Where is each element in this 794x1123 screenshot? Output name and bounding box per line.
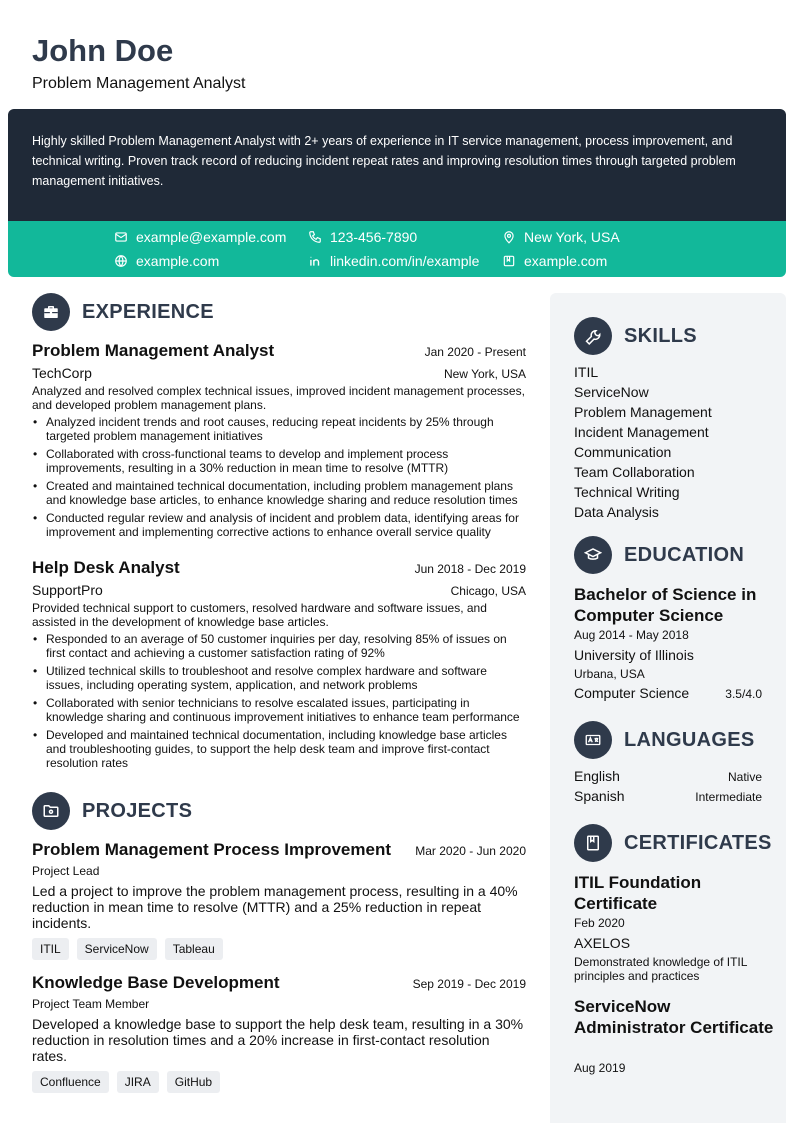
skills-heading [574, 317, 697, 355]
language-level: Intermediate [695, 790, 762, 804]
tag: GitHub [167, 1071, 220, 1093]
project-tags [32, 1071, 526, 1093]
skill-item: Team Collaboration [574, 464, 695, 480]
skill-item: ServiceNow [574, 384, 649, 400]
education-gpa: 3.5/4.0 [725, 687, 762, 701]
candidate-title: Problem Management Analyst [32, 75, 246, 92]
project-title: Knowledge Base Development [32, 973, 280, 992]
contact-phone-text: 123-456-7890 [330, 229, 418, 245]
language-row [574, 768, 762, 784]
graduation-cap-icon [574, 536, 612, 574]
education-field: Computer Science [574, 685, 690, 701]
linkedin-icon [308, 254, 322, 268]
languages-heading [574, 721, 754, 759]
contact-bar [8, 221, 786, 277]
job-bullet: • Utilized technical skills to troubleshoot and resolve complex hardware and software issues, including operating system, application, and network problems [32, 664, 526, 692]
contact-location-text: New York, USA [524, 229, 620, 245]
tag: Confluence [32, 1071, 109, 1093]
project-description: Led a project to improve the problem management process, resulting in a 40% reduction in mean time to resolve (MTTR) and a 25% reduction in repeat incidents. [32, 883, 518, 931]
contact-location [502, 227, 620, 247]
language-name: Spanish [574, 788, 625, 804]
job-date: Jan 2020 - Present [424, 345, 526, 359]
translate-icon [574, 721, 612, 759]
projects-title: PROJECTS [82, 799, 193, 822]
project-entry [32, 840, 526, 960]
certificates-title: CERTIFICATES [624, 831, 772, 854]
experience-title: EXPERIENCE [82, 300, 214, 323]
education-location: Urbana, USA [574, 667, 645, 681]
contact-portfolio-text: example.com [524, 253, 608, 269]
job-entry [32, 558, 526, 774]
certificate-date: Aug 2019 [574, 1061, 626, 1075]
resume-header [32, 34, 245, 93]
skill-item: Communication [574, 444, 672, 460]
project-date: Sep 2019 - Dec 2019 [412, 977, 526, 991]
job-bullets [32, 415, 526, 539]
project-date: Mar 2020 - Jun 2020 [415, 844, 526, 858]
tag: ITIL [32, 938, 69, 960]
contact-email-text: example@example.com [136, 229, 287, 245]
skill-item: Data Analysis [574, 504, 659, 520]
education-school: University of Illinois [574, 647, 694, 663]
language-level: Native [727, 770, 762, 784]
job-bullet: • Created and maintained technical documentation, including problem management plans and knowledge base articles, to enhance knowledge sharing and reduce resolution times [32, 479, 526, 507]
phone-icon [308, 230, 322, 244]
folder-icon [32, 792, 70, 830]
briefcase-icon [32, 293, 70, 331]
skill-item: ITIL [574, 364, 599, 380]
job-bullet: • Collaborated with senior technicians to resolve escalated issues, participating in knowledge sharing and continuous improvement initiatives to enhance team performance [32, 696, 526, 724]
job-description: Analyzed and resolved complex technical issues, improved incident management processes, and developed problem management plans. [32, 384, 525, 412]
project-entry [32, 973, 526, 1093]
contact-portfolio[interactable] [502, 251, 607, 271]
job-location: Chicago, USA [450, 584, 526, 598]
certificate-icon [574, 824, 612, 862]
job-company: SupportPro [32, 582, 103, 598]
job-entry [32, 341, 526, 543]
candidate-name: John Doe [32, 33, 174, 68]
contact-phone[interactable] [308, 227, 417, 247]
skill-item: Problem Management [574, 404, 712, 420]
education-title: EDUCATION [624, 543, 745, 566]
project-role: Project Team Member [32, 997, 150, 1011]
language-row [574, 788, 762, 804]
skill-item: Incident Management [574, 424, 709, 440]
skill-item: Technical Writing [574, 484, 680, 500]
job-location: New York, USA [443, 367, 526, 381]
contact-linkedin[interactable] [308, 251, 479, 271]
summary-block: Highly skilled Problem Management Analyst with 2+ years of experience in IT service management, process improvement, and technical writing. Proven track record of reducing incident repeat rates and improving resolution times through targeted problem management initiatives. [8, 109, 786, 221]
job-bullet: • Developed and maintained technical documentation, including knowledge base articles and troubleshooting guides, to support the help desk team and improve first-contact resolution rates [32, 728, 526, 770]
certificate-name: ServiceNow Administrator Certificate [574, 997, 774, 1037]
tag: ServiceNow [77, 938, 157, 960]
project-role: Project Lead [32, 864, 100, 878]
contact-website-text: example.com [136, 253, 220, 269]
portfolio-icon [502, 254, 516, 268]
certificate-date: Feb 2020 [574, 916, 625, 930]
certificate-description: Demonstrated knowledge of ITIL principles and practices [574, 955, 747, 983]
job-bullet: • Collaborated with cross-functional teams to develop and implement process improvements, resulting in a 30% reduction in mean time to resolve (MTTR) [32, 447, 526, 475]
globe-icon [114, 254, 128, 268]
job-bullet: • Responded to an average of 50 customer inquiries per day, resolving 85% of issues on first contact and achieving a customer satisfaction rating of 92% [32, 632, 526, 660]
job-date: Jun 2018 - Dec 2019 [414, 562, 526, 576]
contact-website[interactable] [114, 251, 219, 271]
language-name: English [574, 768, 620, 784]
education-degree: Bachelor of Science in Computer Science [574, 585, 757, 625]
project-tags [32, 938, 526, 960]
education-heading [574, 536, 744, 574]
job-title: Problem Management Analyst [32, 341, 275, 360]
skills-title: SKILLS [624, 324, 697, 347]
wrench-icon [574, 317, 612, 355]
tag: Tableau [165, 938, 223, 960]
job-description: Provided technical support to customers, resolved hardware and software issues, and assisted in the development of knowledge base articles. [32, 601, 487, 629]
map-pin-icon [502, 230, 516, 244]
job-title: Help Desk Analyst [32, 558, 180, 577]
education-field-row [574, 685, 762, 701]
projects-heading [32, 792, 192, 830]
project-title: Problem Management Process Improvement [32, 840, 392, 859]
tag: JIRA [117, 1071, 159, 1093]
job-bullet: • Analyzed incident trends and root causes, reducing repeat incidents by 25% through targeted problem management initiatives [32, 415, 526, 443]
job-company: TechCorp [32, 365, 92, 381]
contact-linkedin-text: linkedin.com/in/example [330, 253, 480, 269]
job-bullets [32, 632, 526, 770]
project-description: Developed a knowledge base to support the help desk team, resulting in a 30% reduction in resolution times and a 20% increase in first-contact resolution rates. [32, 1016, 524, 1064]
certificates-heading [574, 824, 772, 862]
education-dates: Aug 2014 - May 2018 [574, 628, 689, 642]
job-bullet: • Conducted regular review and analysis of incident and problem data, identifying areas for improvement and implementing corrective actions to enhance overall service quality [32, 511, 526, 539]
contact-email[interactable] [114, 227, 286, 247]
certificate-name: ITIL Foundation Certificate [574, 873, 702, 913]
mail-icon [114, 230, 128, 244]
certificate-issuer: AXELOS [574, 935, 631, 951]
experience-heading [32, 293, 214, 331]
languages-title: LANGUAGES [624, 728, 755, 751]
